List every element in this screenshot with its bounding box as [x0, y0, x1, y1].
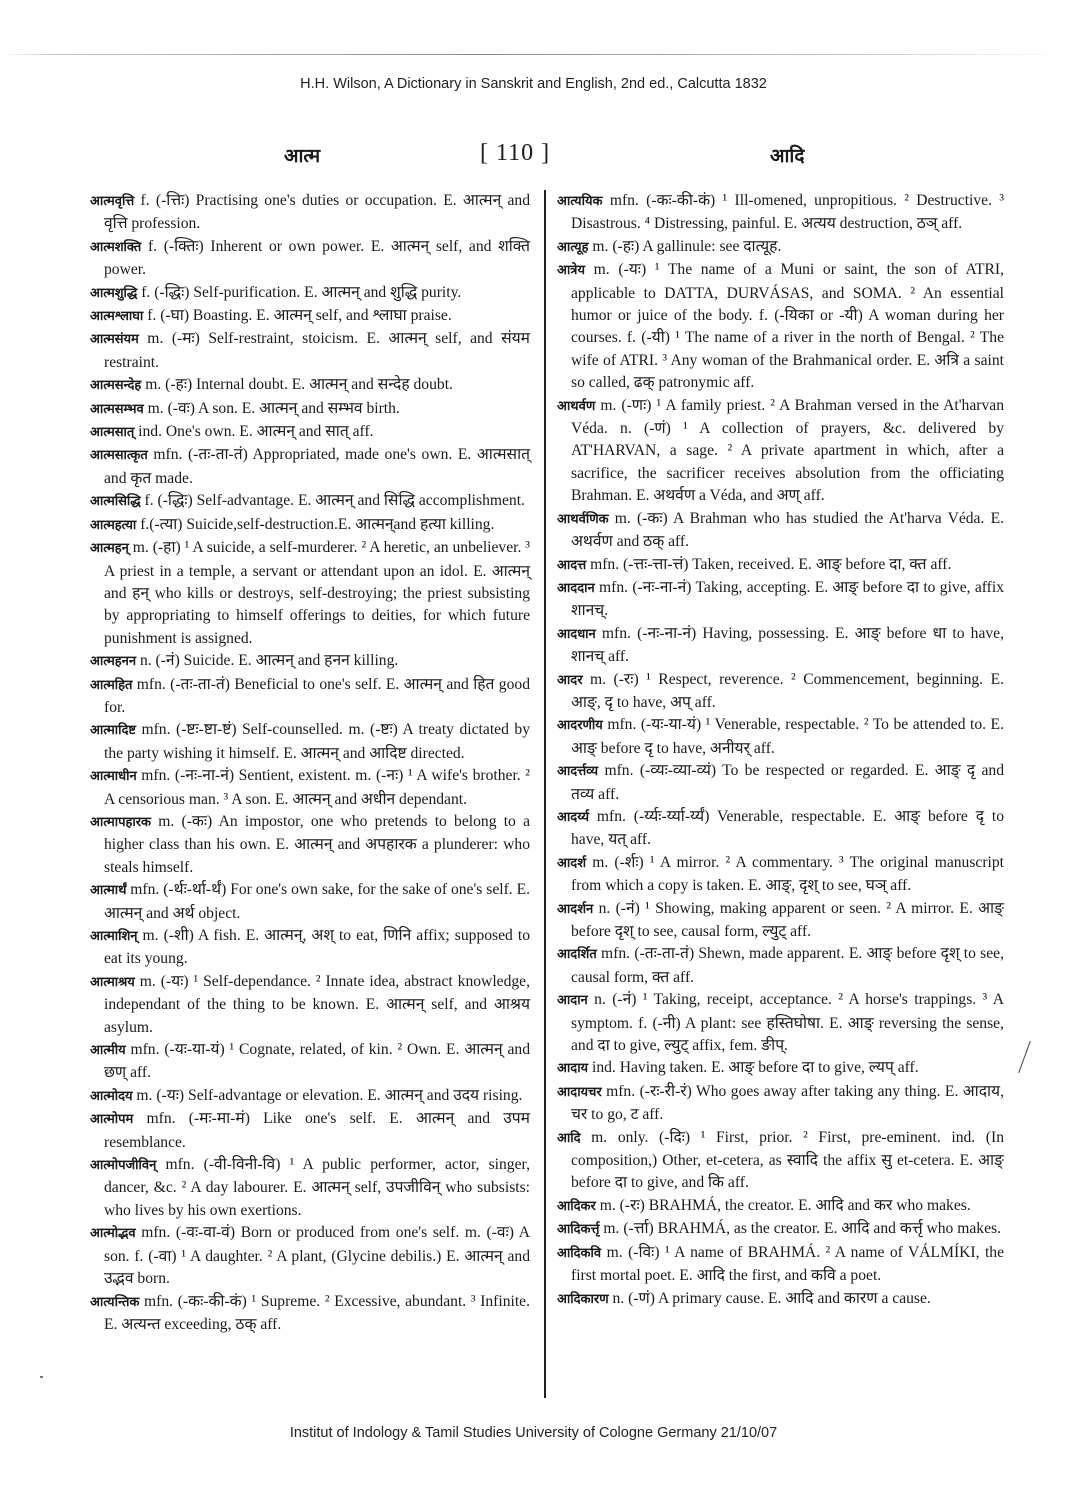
definition: mfn. (-वी-विनी-वि) ¹ A public performer, actor, singer, dancer, &c. ² A day labourer. E. आत्मन् self, उपजीविन् who subsists: who lives by his own exertions. [104, 1156, 530, 1219]
dictionary-entry [557, 989, 1004, 1057]
definition: m. (-शी) A fish. E. आत्मन्, अश् to eat, णिनि affix; supposed to eat its young. [104, 927, 530, 968]
dictionary-entry [557, 1242, 1004, 1288]
dictionary-entry [557, 190, 1004, 236]
definition: m. (-यः) ¹ The name of a Muni or saint, the son of ATRI, applicable to DATTA, DURVÁSAS, and SOMA. ² An essential humor or juice of the body. f. (-यिका or -यी) A woman during her courses. f. (-यी) ¹ The name of a river in the north of Bengal. ² The wife of ATRI. ³ Any woman of the Brahmanical order. E. अत्रि a saint so called, ढक् patronymic aff. [571, 261, 1004, 392]
dictionary-entry [90, 674, 530, 720]
definition: mfn. (-र्थः-र्था-र्थं) For one's own sake, for the sake of one's self. E. आत्मन् and अर्थ object. [104, 881, 530, 922]
dictionary-entry [90, 421, 530, 444]
definition: f. (-त्तिः) Practising one's duties or occupation. E. आत्मन् and वृत्ति profession. [104, 192, 530, 233]
headword: आत्मसन्देह [90, 378, 142, 394]
definition: mfn. (-तः-ता-तं) Appropriated, made one's own. E. आत्मसात् and कृत made. [104, 446, 530, 487]
dictionary-entry [557, 577, 1004, 623]
definition: m. (-हा) ¹ A suicide, a self-murderer. ² A heretic, an unbeliever. ³ A priest in a temple, a servant or attendant upon an idol. E. आत्मन् and हन् who kills or destroys, self-destroying; the priest subsisting by appropriating to himself offerings to deities, for which future punishment is assigned. [104, 539, 530, 647]
definition: f. (-क्तिः) Inherent or own power. E. आत्मन् self, and शक्ति power. [104, 237, 530, 279]
definition: m. (-रः) BRAHMÁ, the creator. E. आदि and कर who makes. [595, 1196, 971, 1214]
definition: m. (-कः) A Brahman who has studied the At'harva Véda. E. अथर्वण and ठक् aff. [571, 509, 1004, 551]
definition: n. (-नं) ¹ Showing, making apparent or seen. ² A mirror. E. आङ् before दृश् to see, causal form, ल्युट् aff. [571, 899, 1004, 940]
definition: f. (-द्धिः) Self-purification. E. आत्मन् and शुद्धि purity. [137, 283, 462, 301]
headword: आत्मसम्भव [90, 401, 144, 417]
dictionary-entry [90, 1039, 530, 1085]
headword: आत्ययिक [557, 194, 603, 209]
headword: आत्मार्थं [90, 883, 127, 899]
dictionary-entry [557, 623, 1004, 669]
definition: n. (-नं) Suicide. E. आत्मन् and हनन killing. [136, 652, 399, 670]
definition: f. (-द्धिः) Self-advantage. E. आत्मन् and सिद्धि accomplishment. [140, 492, 525, 510]
dictionary-entry [557, 1057, 1004, 1080]
headword: आत्मोद्भव [90, 1226, 136, 1242]
definition: mfn. (-नः-ना-नं) Taking, accepting. E. आङ् before दा to give, affix शानच्. [571, 578, 1004, 620]
definition: m. (-र्शः) ¹ A mirror. ² A commentary. ³ The original manuscript from which a copy is taken. E. आङ्, दृश् to see, घञ् aff. [571, 853, 1004, 895]
headword: आत्मशुद्धि [90, 285, 138, 301]
dictionary-entry [90, 1291, 530, 1337]
headword: आत्मसिद्धि [90, 494, 141, 510]
definition: m. (-यः) ¹ Self-dependance. ² Innate idea, abstract knowledge, independant of the thing to be known. E. आत्मन् self, and आश्रय asylum. [104, 972, 530, 1036]
dictionary-entry [90, 719, 530, 765]
definition: ind. One's own. E. आत्मन् and सात् aff. [134, 423, 374, 441]
definition: m. (-कः) An impostor, one who pretends to belong to a higher class than his own. E. आत्मन् and अपहारक a plunderer: who steals himself. [104, 812, 530, 876]
dictionary-entry [557, 1195, 1004, 1218]
headword: आदर्श [557, 855, 587, 871]
headword: आदिकर्त्तृ [557, 1222, 600, 1238]
definition: m. (-णः) ¹ A family priest. ² A Brahman versed in the At'harvan Véda. n. (-णं) ¹ A collection of prayers, &c. delivered by AT'HARVAN, a sage. ² A private apartment in which, after a sacrifice, the sacrificer receives absolution from the officiating Brahman. E. अथर्वण a Véda, and अण् aff. [571, 396, 1004, 505]
page-number: [ 110 ] [480, 140, 551, 166]
headword: आदि [557, 1130, 581, 1146]
headword: आत्मशक्ति [90, 239, 142, 255]
dictionary-entry [557, 898, 1004, 944]
definition: mfn. (-रः-री-रं) Who goes away after taking any thing. E. आदाय, चर to go, ट aff. [571, 1082, 1004, 1124]
headword: आदत्त [557, 557, 587, 573]
headword: आत्मसंयम [90, 332, 139, 348]
definition: mfn. (-यः-या-यं) ¹ Venerable, respectable. ² To be attended to. E. आङ् before दृ to have, अनीयर् aff. [571, 716, 1004, 757]
headword: आत्मीय [90, 1043, 126, 1059]
dictionary-entry [90, 374, 530, 397]
dictionary-entry [557, 1288, 1004, 1311]
headword: आत्माश्रय [90, 974, 135, 990]
dictionary-entry [557, 236, 1004, 259]
headword: आदरणीय [557, 718, 603, 734]
right-column [557, 190, 1004, 1311]
definition: m. (-र्त्ता) BRAHMÁ, as the creator. E. आदि and कर्त्तृ who makes. [599, 1220, 1001, 1238]
headword: आदर्शित [557, 947, 597, 963]
dictionary-entry [90, 537, 530, 650]
headword: आदिकवि [557, 1245, 602, 1261]
definition: m. (-मः) Self-restraint, stoicism. E. आत्मन् self, and संयम restraint. [104, 330, 530, 371]
headword: आथर्वणिक [557, 511, 609, 527]
dictionary-entry [90, 328, 530, 374]
definition: f. (-घा) Boasting. E. आत्मन् self, and श्लाघा praise. [143, 307, 452, 325]
definition: m. (-यः) Self-advantage or elevation. E. आत्मन् and उदय rising. [132, 1086, 523, 1104]
left-column [90, 190, 530, 1336]
source-citation: H.H. Wilson, A Dictionary in Sanskrit and English, 2nd ed., Calcutta 1832 [300, 76, 767, 92]
dictionary-entry [90, 1108, 530, 1154]
headword: आत्महित [90, 677, 133, 693]
definition: m. (-हः) Internal doubt. E. आत्मन् and सन्देह doubt. [141, 376, 453, 394]
scan-top-rule [0, 54, 1067, 55]
dictionary-entry [557, 1218, 1004, 1241]
definition: mfn. (-कः-की-कं) ¹ Supreme. ² Excessive, abundant. ³ Infinite. E. अत्यन्त exceeding, ठक् aff. [104, 1292, 530, 1333]
headword: आथर्वण [557, 398, 596, 414]
headword: आदान [557, 993, 588, 1009]
dictionary-entry [557, 508, 1004, 554]
definition: mfn. (-त्तः-त्ता-त्तं) Taken, received. E. आङ् before दा, क्त aff. [586, 555, 952, 573]
dictionary-entry [90, 811, 530, 879]
footer-credit: Institut of Indology & Tamil Studies University of Cologne Germany 21/10/07 [289, 1425, 778, 1441]
definition: mfn. (-ष्टः-ष्टा-ष्टं) Self-counselled. m. (-ष्टः) A treaty dictated by the party wishing it himself. E. आत्मन् and आदिष्ट directed. [104, 721, 530, 762]
running-head-left: आत्म [284, 145, 321, 167]
definition: m. only. (-दिः) ¹ First, prior. ² First, pre-eminent. ind. (In composition,) Other, et-cetera, as स्वादि the affix सु et-cetera. E. आङ् before दा to give, and कि aff. [571, 1128, 1004, 1192]
dictionary-entry [90, 650, 530, 673]
dictionary-entry [90, 236, 530, 282]
definition: mfn. (-मः-मा-मं) Like one's self. E. आत्मन् and उपम resemblance. [104, 1110, 530, 1151]
dictionary-entry [557, 852, 1004, 898]
dictionary-entry [557, 395, 1004, 508]
dictionary-entry [557, 669, 1004, 715]
dictionary-entry [90, 1085, 530, 1108]
dictionary-entry [90, 1222, 530, 1290]
dictionary-entry [90, 879, 530, 925]
running-head-right: आदि [770, 145, 805, 167]
dictionary-entry [557, 1127, 1004, 1195]
dictionary-entry [90, 305, 530, 328]
headword: आत्मापहारक [90, 814, 152, 830]
headword: आत्मवृत्ति [90, 194, 135, 209]
dictionary-entry [557, 760, 1004, 806]
headword: आदिकारण [557, 1291, 609, 1307]
definition: mfn. (-कः-की-कं) ¹ Ill-omened, unpropitious. ² Destructive. ³ Disastrous. ⁴ Distressing, painful. E. अत्यय destruction, ठञ् aff. [571, 192, 1004, 233]
headword: आत्मादिष्ट [90, 723, 136, 739]
dictionary-entry [90, 490, 530, 513]
margin-pen-mark [1018, 1041, 1031, 1073]
headword: आत्रेय [557, 263, 586, 279]
dictionary-entry [90, 1154, 530, 1222]
headword: आत्यूह [557, 239, 589, 255]
dictionary-entry [90, 398, 530, 421]
headword: आत्मोपजीविन् [90, 1158, 157, 1174]
headword: आदाय [557, 1061, 589, 1077]
dictionary-entry [90, 444, 530, 490]
headword: आदर्य्य [557, 809, 589, 825]
definition: m. (-वः) A son. E. आत्मन् and सम्भव birth. [143, 399, 400, 417]
scan-speck [40, 1376, 43, 1378]
dictionary-entry [557, 259, 1004, 394]
definition: mfn. (-व्यः-व्या-व्यं) To be respected or regarded. E. आङ् दृ and तव्य aff. [571, 762, 1004, 803]
dictionary-entry [90, 190, 530, 236]
dictionary-entry [90, 282, 530, 305]
definition: mfn. (-वः-वा-वं) Born or produced from one's self. m. (-वः) A son. f. (-वा) ¹ A daughter. ² A plant, (Glycine debilis.) E. आत्मन् and उद्भव born. [104, 1224, 530, 1288]
definition: mfn. (-तः-ता-तं) Shewn, made apparent. E. आङ् before दृश् to see, causal form, क्त aff. [571, 945, 1004, 986]
dictionary-entry [557, 806, 1004, 852]
dictionary-entry [557, 554, 1004, 577]
headword: आत्मसात्कृत [90, 448, 148, 464]
definition: mfn. (-नः-ना-नं) Having, possessing. E. आङ् before धा to have, शानच् aff. [571, 624, 1004, 666]
dictionary-entry [557, 714, 1004, 760]
column-divider [544, 190, 546, 1398]
definition: ind. Having taken. E. आङ् before दा to give, ल्यप् aff. [588, 1059, 919, 1077]
headword: आत्महत्या [90, 517, 137, 533]
definition: n. (-नं) ¹ Taking, receipt, acceptance. ² A horse's trappings. ³ A symptom. f. (-नी) A plant: see हस्तिघोषा. E. आङ् reversing the sense, and दा to give, ल्युट् affix, fem. ङीप्. [571, 991, 1004, 1055]
definition: f.(-त्या) Suicide,self-destruction.E. आत्मन्and हत्या killing. [136, 515, 495, 533]
definition: m. (-विः) ¹ A name of BRAHMÁ. ² A name of VÁLMÍKI, the first mortal poet. E. आदि the first, and कवि a poet. [571, 1243, 1004, 1285]
definition: m. (-हः) A gallinule: see दात्यूह. [588, 237, 782, 255]
definition: mfn. (-नः-ना-नं) Sentient, existent. m. (-नः) ¹ A wife's brother. ² A censorious man. ³ A son. E. आत्मन् and अधीन dependant. [104, 767, 530, 808]
definition: mfn. (-यः-या-यं) ¹ Cognate, related, of kin. ² Own. E. आत्मन् and छण् aff. [104, 1041, 530, 1082]
dictionary-entry [90, 971, 530, 1039]
headword: आदर्शन [557, 901, 594, 917]
headword: आत्माधीन [90, 769, 137, 785]
headword: आदधान [557, 626, 596, 642]
definition: n. (-णं) A primary cause. E. आदि and कारण a cause. [608, 1289, 931, 1307]
headword: आत्मोपम [90, 1112, 134, 1128]
dictionary-entry [557, 943, 1004, 989]
headword: आदर्त्तव्य [557, 764, 599, 780]
headword: आत्मसात् [90, 425, 135, 441]
dictionary-entry [90, 514, 530, 537]
headword: आत्मश्लाघा [90, 309, 144, 325]
headword: आत्मोदय [90, 1088, 133, 1104]
headword: आत्माशिन् [90, 929, 138, 944]
definition: m. (-रः) ¹ Respect, reverence. ² Commencement, beginning. E. आङ्, दृ to have, अप् aff. [571, 670, 1004, 711]
dictionary-entry [557, 1081, 1004, 1127]
dictionary-entry [90, 765, 530, 811]
headword: आददान [557, 580, 595, 596]
headword: आदिकर [557, 1198, 596, 1214]
headword: आत्महन् [90, 541, 129, 557]
headword: आदर [557, 672, 583, 688]
definition: mfn. (-र्य्यः-र्य्या-र्य्यं) Venerable, respectable. E. आङ् before दृ to have, यत् aff. [571, 807, 1004, 849]
headword: आत्महनन [90, 654, 137, 670]
definition: mfn. (-तः-ता-तं) Beneficial to one's self. E. आत्मन् and हित good for. [104, 675, 530, 716]
dictionary-entry [90, 925, 530, 971]
headword: आत्यन्तिक [90, 1294, 140, 1310]
headword: आदायचर [557, 1084, 602, 1100]
